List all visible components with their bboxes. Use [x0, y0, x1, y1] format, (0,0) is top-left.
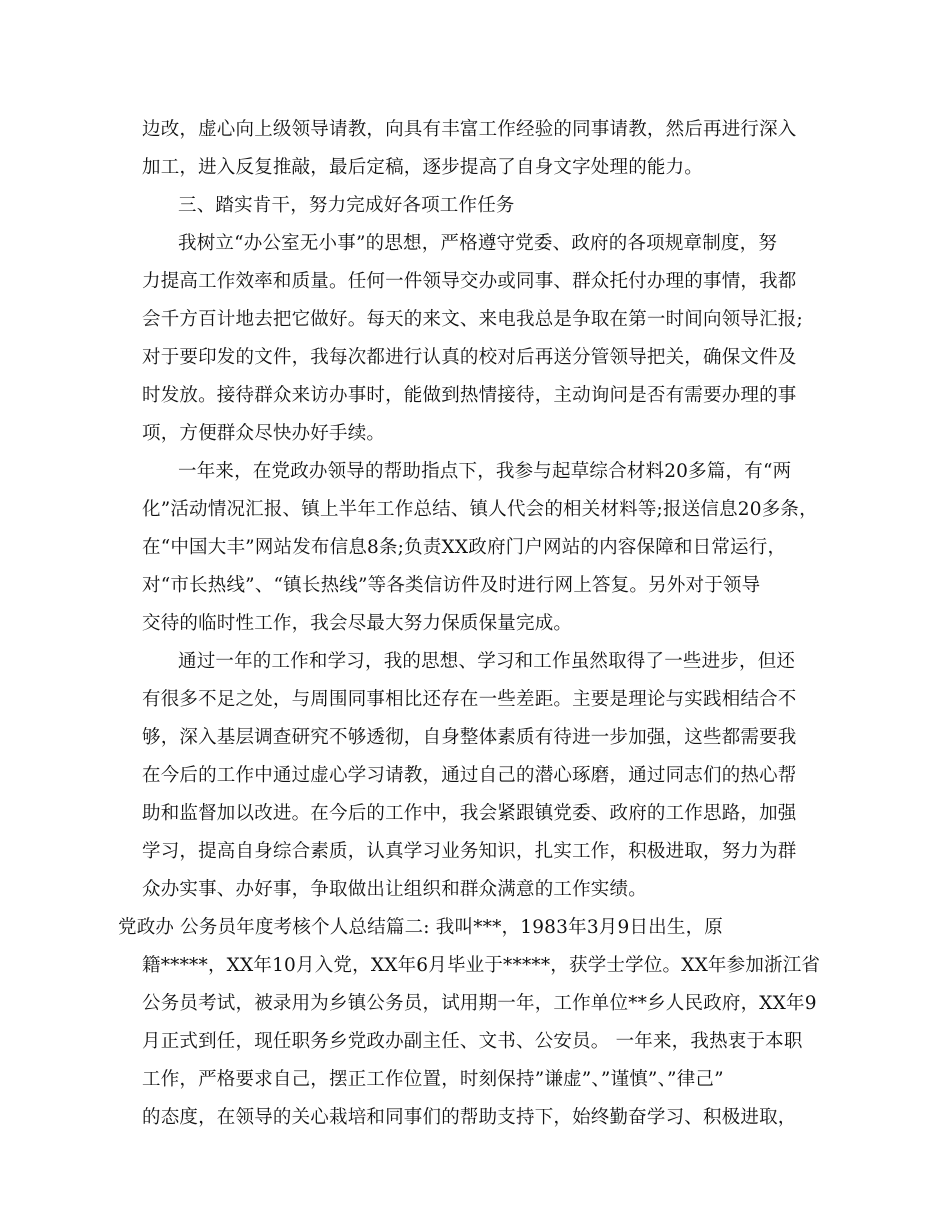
text-line: 对于要印发的文件，我每次都进行认真的校对后再送分管领导把关，确保文件及: [142, 347, 797, 368]
text-line: 公务员考试，被录用为乡镇公务员，试用期一年，工作单位**乡人民政府，XX年9: [142, 993, 817, 1014]
text-line: 加工，进入反复推敲，最后定稿，逐步提高了自身文字处理的能力。: [142, 157, 704, 178]
article-heading-line: 党政办 公务员年度考核个人总结篇二: 我叫***，1983年3月9日出生，原: [118, 917, 723, 938]
text-line: 在今后的工作中通过虚心学习请教，通过自己的潜心琢磨，通过同志们的热心帮: [142, 765, 797, 786]
text-line: 够，深入基层调查研究不够透彻，自身整体素质有待进一步加强，这些都需要我: [142, 727, 797, 748]
text-line: 的态度，在领导的关心栽培和同事们的帮助支持下，始终勤奋学习、积极进取，: [142, 1107, 797, 1128]
text-line: 我树立“办公室无小事”的思想，严格遵守党委、政府的各项规章制度，努: [178, 233, 778, 254]
text-line: 力提高工作效率和质量。任何一件领导交办或同事、群众托付办理的事情，我都: [142, 271, 797, 292]
text-line: 籍*****，XX年10月入党，XX年6月毕业于*****，获学士学位。XX年参加浙江省: [142, 955, 821, 976]
text-line: 有很多不足之处，与周围同事相比还存在一些差距。主要是理论与实践相结合不: [142, 689, 797, 710]
text-line: 助和监督加以改进。在今后的工作中，我会紧跟镇党委、政府的工作思路，加强: [142, 803, 797, 824]
text-line: 时发放。接待群众来访办事时，能做到热情接待，主动询问是否有需要办理的事: [142, 385, 797, 406]
text-line: 学习，提高自身综合素质，认真学习业务知识，扎实工作，积极进取，努力为群: [142, 841, 797, 862]
text-line: 月正式到任，现任职务乡党政办副主任、文书、公安员。 一年来，我热衷于本职: [142, 1031, 803, 1052]
text-line: 边改，虚心向上级领导请教，向具有丰富工作经验的同事请教，然后再进行深入: [142, 119, 797, 140]
text-line: 工作，严格要求自己，摆正工作位置，时刻保持”谦虚”、”谨慎”、”律己”: [142, 1069, 724, 1090]
section-heading: 三、踏实肯干，努力完成好各项工作任务: [178, 195, 515, 216]
text-line: 在“中国大丰”网站发布信息8条;负责XX政府门户网站的内容保障和日常运行，: [142, 537, 787, 558]
text-line: 会千方百计地去把它做好。每天的来文、来电我总是争取在第一时间向领导汇报;: [142, 309, 803, 330]
text-line: 众办实事、办好事，争取做出让组织和群众满意的工作实绩。: [142, 879, 647, 900]
text-line: 对“市长热线”、“镇长热线”等各类信访件及时进行网上答复。另外对于领导: [142, 575, 761, 596]
text-line: 交待的临时性工作，我会尽最大努力保质保量完成。: [142, 613, 573, 634]
text-line: 化”活动情况汇报、镇上半年工作总结、镇人代会的相关材料等;报送信息20多条，: [142, 499, 818, 520]
text-line: 通过一年的工作和学习，我的思想、学习和工作虽然取得了一些进步，但还: [178, 651, 796, 672]
text-line: 项，方便群众尽快办好手续。: [142, 423, 386, 444]
text-line: 一年来，在党政办领导的帮助指点下，我参与起草综合材料20多篇，有“两: [178, 461, 792, 482]
